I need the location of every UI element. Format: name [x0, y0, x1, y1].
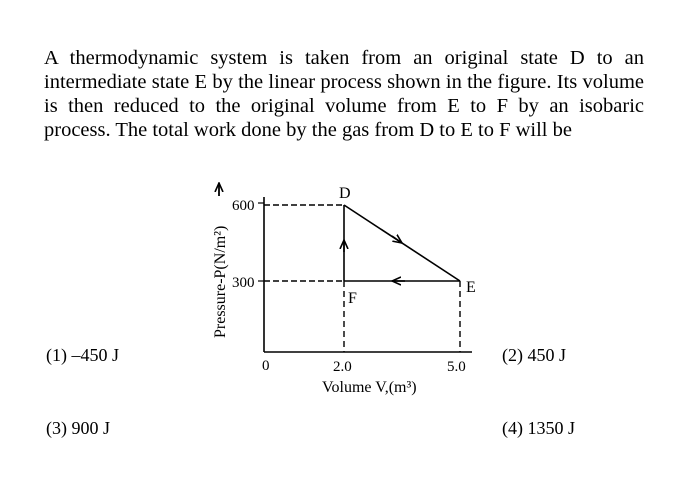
arrow-down-right-icon [392, 236, 402, 243]
option-1[interactable]: (1) –450 J [46, 345, 119, 365]
option-3[interactable]: (3) 900 J [46, 418, 110, 438]
question-text: A thermodynamic system is taken from an original state D to an intermediate state E by the linear process shown in the figure. Its volume is then reduced to the original volume from E to F by an isobaric process. The total work done by the gas from D to E to F will be [44, 47, 644, 141]
point-label-d: D [339, 185, 351, 202]
x-tick-label-2: 2.0 [333, 359, 352, 375]
y-axis-label: Pressure-P(N/m²) [212, 225, 229, 338]
y-tick-label-300: 300 [232, 275, 255, 291]
y-tick-label-600: 600 [232, 198, 255, 214]
option-4[interactable]: (4) 1350 J [502, 418, 575, 438]
option-2[interactable]: (2) 450 J [502, 345, 566, 365]
x-tick-label-0: 0 [262, 358, 270, 374]
point-label-e: E [466, 279, 476, 296]
point-label-f: F [348, 290, 357, 307]
x-axis-label: Volume V,(m³) [322, 379, 417, 396]
x-tick-label-5: 5.0 [447, 359, 466, 375]
